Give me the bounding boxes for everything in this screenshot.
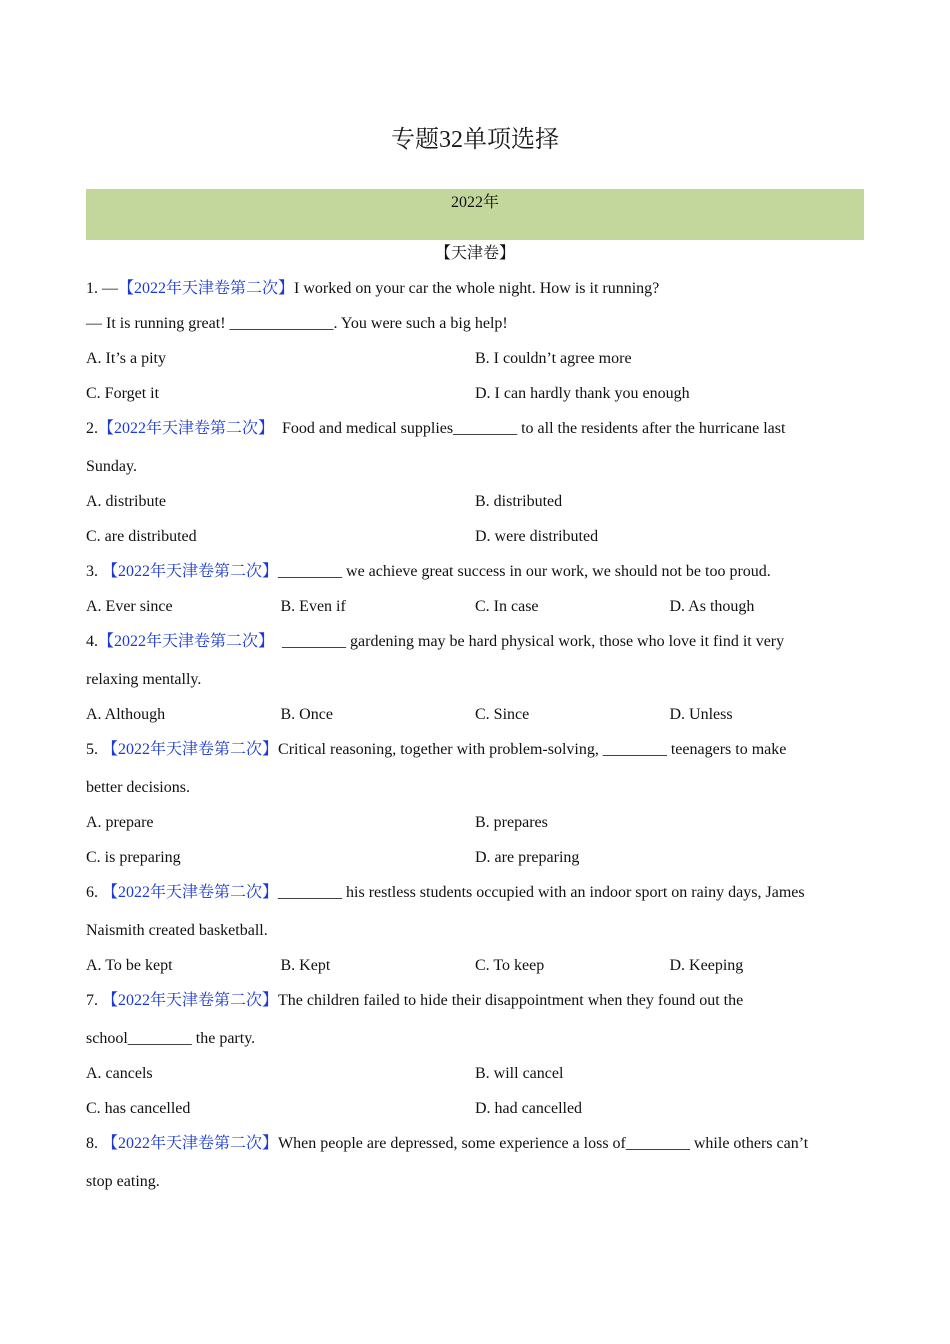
option-b[interactable]: B. Even if [280, 598, 346, 615]
question-list [86, 276, 864, 1204]
option-a[interactable]: A. distribute [86, 493, 166, 510]
question-stem-cont: Naismith created basketball. [86, 922, 268, 939]
option-row [86, 1096, 864, 1131]
question-number: 1. — [86, 280, 118, 297]
option-c[interactable]: C. To keep [475, 957, 545, 974]
option-d[interactable]: D. As though [669, 598, 755, 615]
question-stem: ________ his restless students occupied with an indoor sport on rainy days, James [278, 884, 805, 901]
question-stem-cont: school________ the party. [86, 1030, 256, 1047]
question-stem: Critical reasoning, together with problem-solving, ________ teenagers to make [278, 741, 787, 758]
question-number: 4. [86, 633, 98, 650]
question-stem: When people are depressed, some experience a loss of________ while others can’t [278, 1135, 809, 1152]
option-a[interactable]: A. cancels [86, 1065, 153, 1082]
question-number: 7. [86, 992, 102, 1009]
question-number: 6. [86, 884, 102, 901]
option-d[interactable]: D. Keeping [669, 957, 744, 974]
question-number: 5. [86, 741, 102, 758]
option-row [86, 845, 864, 880]
option-c[interactable]: C. In case [475, 598, 539, 615]
question-3 [86, 559, 864, 594]
question-2 [86, 416, 864, 454]
option-row [86, 524, 864, 559]
option-c[interactable]: C. Since [475, 706, 530, 723]
option-row [86, 810, 864, 845]
option-row [86, 346, 864, 381]
option-b[interactable]: B. distributed [475, 493, 563, 510]
question-stem: ________ we achieve great success in our work, we should not be too proud. [278, 563, 771, 580]
question-number: 2. [86, 420, 98, 437]
option-row [86, 489, 864, 524]
option-b[interactable]: B. Kept [280, 957, 331, 974]
year-section-band: 2022年 [86, 189, 864, 240]
question-stem-cont: — It is running great! _____________. You were such a big help! [86, 315, 508, 332]
option-b[interactable]: B. prepares [475, 814, 548, 831]
question-6 [86, 880, 864, 918]
option-row [86, 381, 864, 416]
option-d[interactable]: D. were distributed [475, 528, 599, 545]
option-row [86, 702, 864, 737]
option-row [86, 953, 864, 988]
source-tag: 【2022年天津卷第二次】 [118, 280, 295, 297]
question-stem-cont: better decisions. [86, 779, 190, 796]
question-7 [86, 988, 864, 1026]
option-a[interactable]: A. prepare [86, 814, 154, 831]
source-tag: 【2022年天津卷第二次】 [102, 1135, 279, 1152]
question-number: 8. [86, 1135, 102, 1152]
option-a[interactable]: A. To be kept [86, 957, 173, 974]
option-b[interactable]: B. Once [280, 706, 333, 723]
source-tag: 【2022年天津卷第二次】 [102, 992, 279, 1009]
source-tag: 【2022年天津卷第二次】 [98, 420, 275, 437]
question-5 [86, 737, 864, 775]
option-row [86, 594, 864, 629]
question-stem: I worked on your car the whole night. How is it running? [294, 280, 660, 297]
option-c[interactable]: C. has cancelled [86, 1100, 191, 1117]
option-a[interactable]: A. It’s a pity [86, 350, 166, 367]
question-number: 3. [86, 563, 102, 580]
question-stem: The children failed to hide their disappointment when they found out the [278, 992, 744, 1009]
option-b[interactable]: B. will cancel [475, 1065, 564, 1082]
option-a[interactable]: A. Although [86, 706, 166, 723]
source-tag: 【2022年天津卷第二次】 [98, 633, 275, 650]
question-stem: ________ gardening may be hard physical work, those who love it find it very [274, 633, 785, 650]
option-a[interactable]: A. Ever since [86, 598, 173, 615]
question-1 [86, 276, 864, 311]
option-d[interactable]: D. are preparing [475, 849, 580, 866]
option-row [86, 1061, 864, 1096]
question-4 [86, 629, 864, 667]
page-title: 专题32单项选择 [391, 127, 559, 153]
question-8 [86, 1131, 864, 1169]
option-c[interactable]: C. is preparing [86, 849, 181, 866]
question-stem-cont: Sunday. [86, 458, 137, 475]
option-d[interactable]: D. I can hardly thank you enough [475, 385, 690, 402]
question-stem-cont: stop eating. [86, 1173, 160, 1190]
option-c[interactable]: C. are distributed [86, 528, 197, 545]
source-tag: 【2022年天津卷第二次】 [102, 563, 279, 580]
question-stem-cont: relaxing mentally. [86, 671, 202, 688]
source-tag: 【2022年天津卷第二次】 [102, 884, 279, 901]
question-stem: Food and medical supplies________ to all the residents after the hurricane last [274, 420, 786, 437]
option-d[interactable]: D. Unless [669, 706, 733, 723]
option-d[interactable]: D. had cancelled [475, 1100, 583, 1117]
option-c[interactable]: C. Forget it [86, 385, 160, 402]
region-heading: 【天津卷】 [434, 245, 515, 262]
option-b[interactable]: B. I couldn’t agree more [475, 350, 632, 367]
source-tag: 【2022年天津卷第二次】 [102, 741, 279, 758]
